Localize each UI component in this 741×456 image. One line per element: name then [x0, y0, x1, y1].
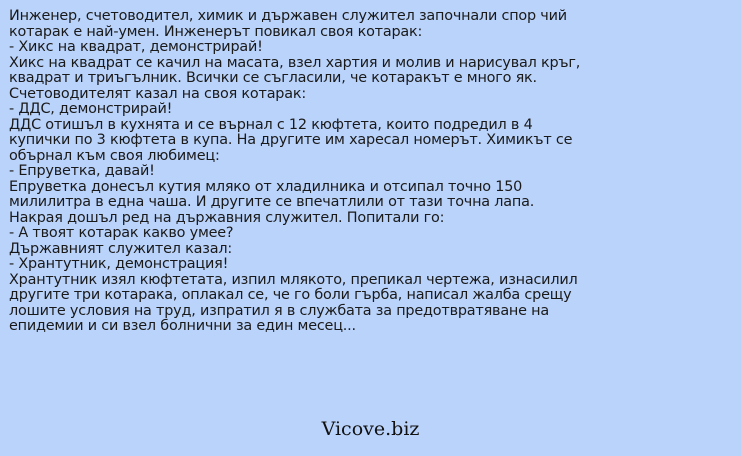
joke-line: лошите условия на труд, изпратил я в службата за предотвратяване на — [9, 302, 550, 319]
joke-line: квадрат и триъгълник. Всички се съгласили, че котаракът е много як. — [9, 70, 537, 86]
joke-line: Хрантутник изял кюфтетата, изпил млякото, препикал чертежа, изнасилил — [9, 271, 578, 288]
joke-text — [9, 9, 729, 335]
joke-line: милилитра в една чаша. И другите се впечатлили от тази точна лапа. — [9, 194, 535, 210]
joke-line: обърнал към своя любимец: — [9, 147, 220, 164]
joke-line: Държавният служител казал: — [9, 240, 232, 257]
joke-line: ДДС отишъл в кухнята и се върнал с 12 кюфтета, които подредил в 4 — [9, 116, 533, 133]
joke-line: - Епруветка, давай! — [9, 163, 155, 179]
joke-line: - Хрантутник, демонстрация! — [9, 256, 229, 272]
site-watermark: Vicove.biz — [321, 418, 420, 440]
joke-line: епидемии и си взел болнични за един месец... — [9, 318, 356, 334]
joke-line: Счетоводителят казал на своя котарак: — [9, 85, 307, 102]
joke-line: - Хикс на квадрат, демонстрирай! — [9, 39, 263, 55]
joke-line: другите три котарака, оплакал се, че го боли гърба, написал жалба срещу — [9, 287, 572, 303]
joke-line: Епруветка донесъл кутия мляко от хладилника и отсипал точно 150 — [9, 178, 523, 195]
joke-line: Хикс на квадрат се качил на масата, взел хартия и молив и нарисувал кръг, — [9, 54, 581, 71]
joke-line: котарак е най-умен. Инженерът повикал своя котарак: — [9, 23, 423, 40]
joke-line: Инженер, счетоводител, химик и държавен служител започнали спор чий — [9, 8, 567, 24]
joke-line: - ДДС, демонстрирай! — [9, 101, 173, 117]
joke-line: купички по 3 кюфтета в купа. На другите им харесал номерът. Химикът се — [9, 132, 573, 148]
joke-line: Накрая дошъл ред на държавния служител. Попитали го: — [9, 209, 445, 226]
joke-line: - А твоят котарак какво умее? — [9, 225, 234, 241]
